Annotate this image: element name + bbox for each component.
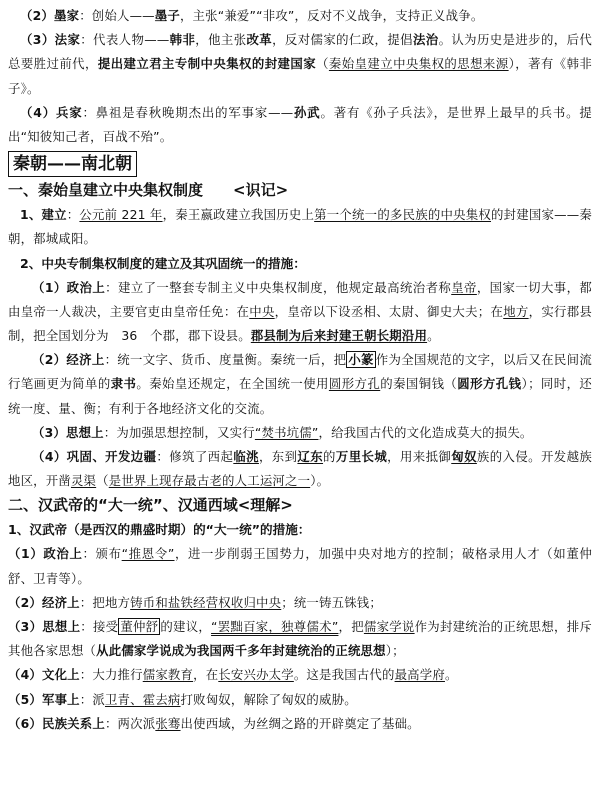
- item-label: （2）经济上: [32, 352, 105, 368]
- body-text: 的封建国家——秦朝，都城咸阳。: [8, 207, 592, 247]
- qin-border: [8, 445, 592, 493]
- keyword-underlined: 是世界上现存最古老的人工运河之一: [108, 473, 311, 489]
- school-person: 墨子: [154, 8, 180, 23]
- body-text: ：建立了一整套专制主义中央集权制度，他规定最高统治者称: [105, 279, 452, 295]
- keyword-boxed: 董仲舒: [120, 619, 159, 635]
- han-military: [8, 688, 592, 712]
- keyword-underlined: 匈奴: [451, 449, 477, 465]
- body-text: ，进一步削弱王国势力，加强中央对地方的控制；破格录用人才（如董仲舒、卫青等）。: [8, 546, 592, 586]
- school-text: ：代表人物——: [80, 32, 170, 48]
- school-text: （: [316, 56, 329, 72]
- keyword-underlined: 公元前 221 年: [79, 207, 163, 223]
- body-text: 打败匈奴，解除了匈奴的威胁。: [180, 691, 357, 707]
- body-text: ：派: [79, 691, 105, 707]
- body-text: （: [96, 473, 109, 489]
- school-text: ，反对儒家的仁政，提倡: [272, 32, 413, 48]
- item-label: （6）民族关系上: [8, 715, 105, 731]
- school-text: 。著有《孙子兵法》，是世界上最早的兵书。提出“知彼知己者，百战不殆”。: [8, 104, 592, 145]
- item-label: （4）文化上: [8, 667, 80, 683]
- school-person: 孙武: [293, 104, 321, 120]
- keyword-underlined: 秦始皇建立中央集权的思想来源: [328, 56, 509, 72]
- item-label: （2）经济上: [8, 594, 80, 610]
- school-military: [8, 101, 592, 149]
- body-text: 族的入侵。开发越族地区，开凿: [8, 449, 593, 489]
- qin-measures-heading: 2、中央专制集权制度的建立及其巩固统一的措施：: [20, 255, 306, 271]
- heading-tag: <识记>: [233, 181, 289, 200]
- body-text: ：大力推行: [79, 667, 143, 683]
- body-text: 的秦国铜钱（: [380, 376, 458, 392]
- school-text: ：创始人——: [79, 8, 155, 23]
- body-text: ，秦王嬴政建立我国历史上: [162, 207, 315, 223]
- school-text: 。认为历史是进步的，后代总要胜过前代，: [8, 32, 592, 72]
- keyword-underlined: 长安兴办太学: [218, 667, 294, 683]
- keyword-underlined: 中央: [249, 303, 275, 319]
- keyword-underlined: 张骞: [155, 715, 181, 731]
- school-text: ：鼻祖是春秋晚期杰出的军事家——: [82, 104, 294, 120]
- item-label: （3）思想上: [8, 619, 81, 635]
- han-sub-heading: 1、汉武帝（是西汉的鼎盛时期）的“大一统”的措施：: [8, 522, 311, 538]
- body-text: 。这是我国古代的: [293, 667, 395, 683]
- keyword-underlined: 卫青、霍去病: [104, 691, 181, 707]
- keyword-underlined: 儒家教育: [142, 667, 194, 683]
- keyword-underlined: “焚书坑儒”: [254, 424, 319, 440]
- item-number: （3）: [20, 32, 55, 48]
- qin-founding: [8, 203, 592, 251]
- item-label: （1）政治上: [32, 279, 106, 295]
- body-text: ：为加强思想控制，又实行: [103, 424, 255, 440]
- keyword-underlined: “推恩令”: [121, 546, 175, 562]
- keyword-underlined: 铸币和盐铁经营权收归中央: [130, 594, 282, 610]
- item-label: （4）巩固、开发边疆: [32, 449, 157, 465]
- keyword-underlined: “罢黜百家，独尊儒术”: [211, 619, 339, 635]
- keyword-underlined: 地方: [503, 303, 529, 319]
- heading-tag: <理解>: [237, 496, 293, 515]
- body-text: 。秦始皇还规定，在全国统一使用: [136, 376, 329, 392]
- body-text: ，把: [338, 619, 364, 635]
- heading-qin: [8, 178, 592, 203]
- keyword: 从此儒家学说成为我国两千多年封建统治的正统思想: [96, 643, 386, 659]
- body-text: 的: [323, 449, 336, 465]
- body-text: 。: [444, 667, 458, 683]
- heading-han: [8, 493, 592, 518]
- heading-text: 一、秦始皇建立中央集权制度: [8, 181, 204, 200]
- keyword-underlined: 皇帝: [451, 279, 477, 295]
- body-text: ，皇帝以下设丞相、太尉、御史大夫；在: [274, 303, 504, 319]
- body-text: ：: [66, 207, 80, 223]
- body-text: ：颁布: [82, 546, 122, 562]
- keyword-underlined: 郡县制为后来封建王朝长期沿用: [250, 328, 428, 344]
- keyword: 隶书: [110, 376, 137, 392]
- school-name: 墨家: [54, 8, 80, 23]
- body-text: ，东到: [258, 449, 298, 465]
- keyword: 提出建立君主专制中央集权的封建国家: [97, 56, 317, 72]
- keyword-underlined: 儒家学说: [363, 619, 415, 635]
- han-ethnic: [8, 712, 592, 736]
- han-political: [8, 542, 592, 590]
- body-text: ，实行郡县制，把全国划分为 36 个郡，郡下设县。: [8, 303, 593, 344]
- item-label: （3）思想上: [32, 424, 104, 440]
- keyword: 圆形方孔钱: [457, 376, 522, 392]
- qin-economic: [8, 348, 592, 421]
- han-thought: [8, 615, 592, 663]
- han-economic: [8, 591, 592, 615]
- keyword: 改革: [246, 32, 273, 48]
- body-text: ；统一铸五铢钱；: [281, 594, 382, 610]
- school-name: 法家: [54, 32, 81, 48]
- school-text: ），著有《韩非子》。: [8, 56, 593, 96]
- item-label: （1）政治上: [8, 546, 83, 562]
- keyword-underlined: 辽东: [297, 449, 324, 465]
- body-text: ）；同时，还统一度、量、衡；有利于各地经济文化的交流。: [8, 376, 593, 416]
- keyword-boxed: 小篆: [348, 352, 374, 368]
- body-text: ：两次派: [104, 715, 156, 731]
- body-text: ，国家一切大事，都由皇帝一人裁决，主要官吏由皇帝任免：在: [8, 279, 592, 319]
- body-text: ）；: [385, 643, 405, 659]
- school-text: ，他主张: [195, 32, 247, 48]
- body-text: ：接受: [80, 619, 119, 635]
- body-text: 的建议，: [160, 619, 212, 635]
- body-text: ：把地方: [79, 594, 131, 610]
- school-legalism: [8, 28, 592, 101]
- body-text: ）。: [310, 473, 330, 489]
- item-label: 1、建立: [20, 207, 67, 223]
- body-text: ，用来抵御: [387, 449, 452, 465]
- body-text: ：修筑了西起: [156, 449, 234, 465]
- keyword-underlined: 第一个统一的多民族的中央集权: [314, 207, 492, 223]
- han-culture: [8, 663, 592, 687]
- item-number: （4）: [20, 104, 56, 120]
- item-label: （5）军事上: [8, 691, 80, 707]
- body-text: 作为全国规范的文字，以后又在民间流行笔画更为简单的: [8, 352, 592, 392]
- item-number: （2）: [20, 8, 55, 23]
- school-text: ，主张“兼爱”“非攻”，反对不义战争，支持正义战争。: [179, 8, 484, 23]
- keyword-underlined: 圆形方孔: [328, 376, 381, 392]
- qin-political: [8, 276, 592, 349]
- body-text: 。: [427, 328, 440, 344]
- body-text: ，在: [193, 667, 219, 683]
- keyword: 法治: [412, 32, 439, 48]
- school-name: 兵家: [56, 104, 83, 120]
- keyword-underlined: 最高学府: [394, 667, 445, 683]
- body-text: 作为封建统治的正统思想，排斥其他各家思想（: [8, 619, 592, 659]
- body-text: 出使西域，为丝绸之路的开辟奠定了基础。: [180, 715, 420, 731]
- body-text: ，给我国古代的文化造成莫大的损失。: [318, 424, 533, 440]
- heading-text: 二、汉武帝的“大一统”、汉通西域: [8, 496, 238, 515]
- keyword-underlined: 临洮: [233, 449, 259, 465]
- keyword: 万里长城: [335, 449, 388, 465]
- school-person: 韩非: [169, 32, 196, 48]
- school-mohism: [8, 4, 592, 28]
- keyword-underlined: 灵渠: [70, 473, 97, 489]
- section-title: 秦朝——南北朝: [8, 151, 137, 177]
- qin-thought: [8, 421, 592, 445]
- body-text: ：统一文字、货币、度量衡。秦统一后，把: [104, 352, 347, 368]
